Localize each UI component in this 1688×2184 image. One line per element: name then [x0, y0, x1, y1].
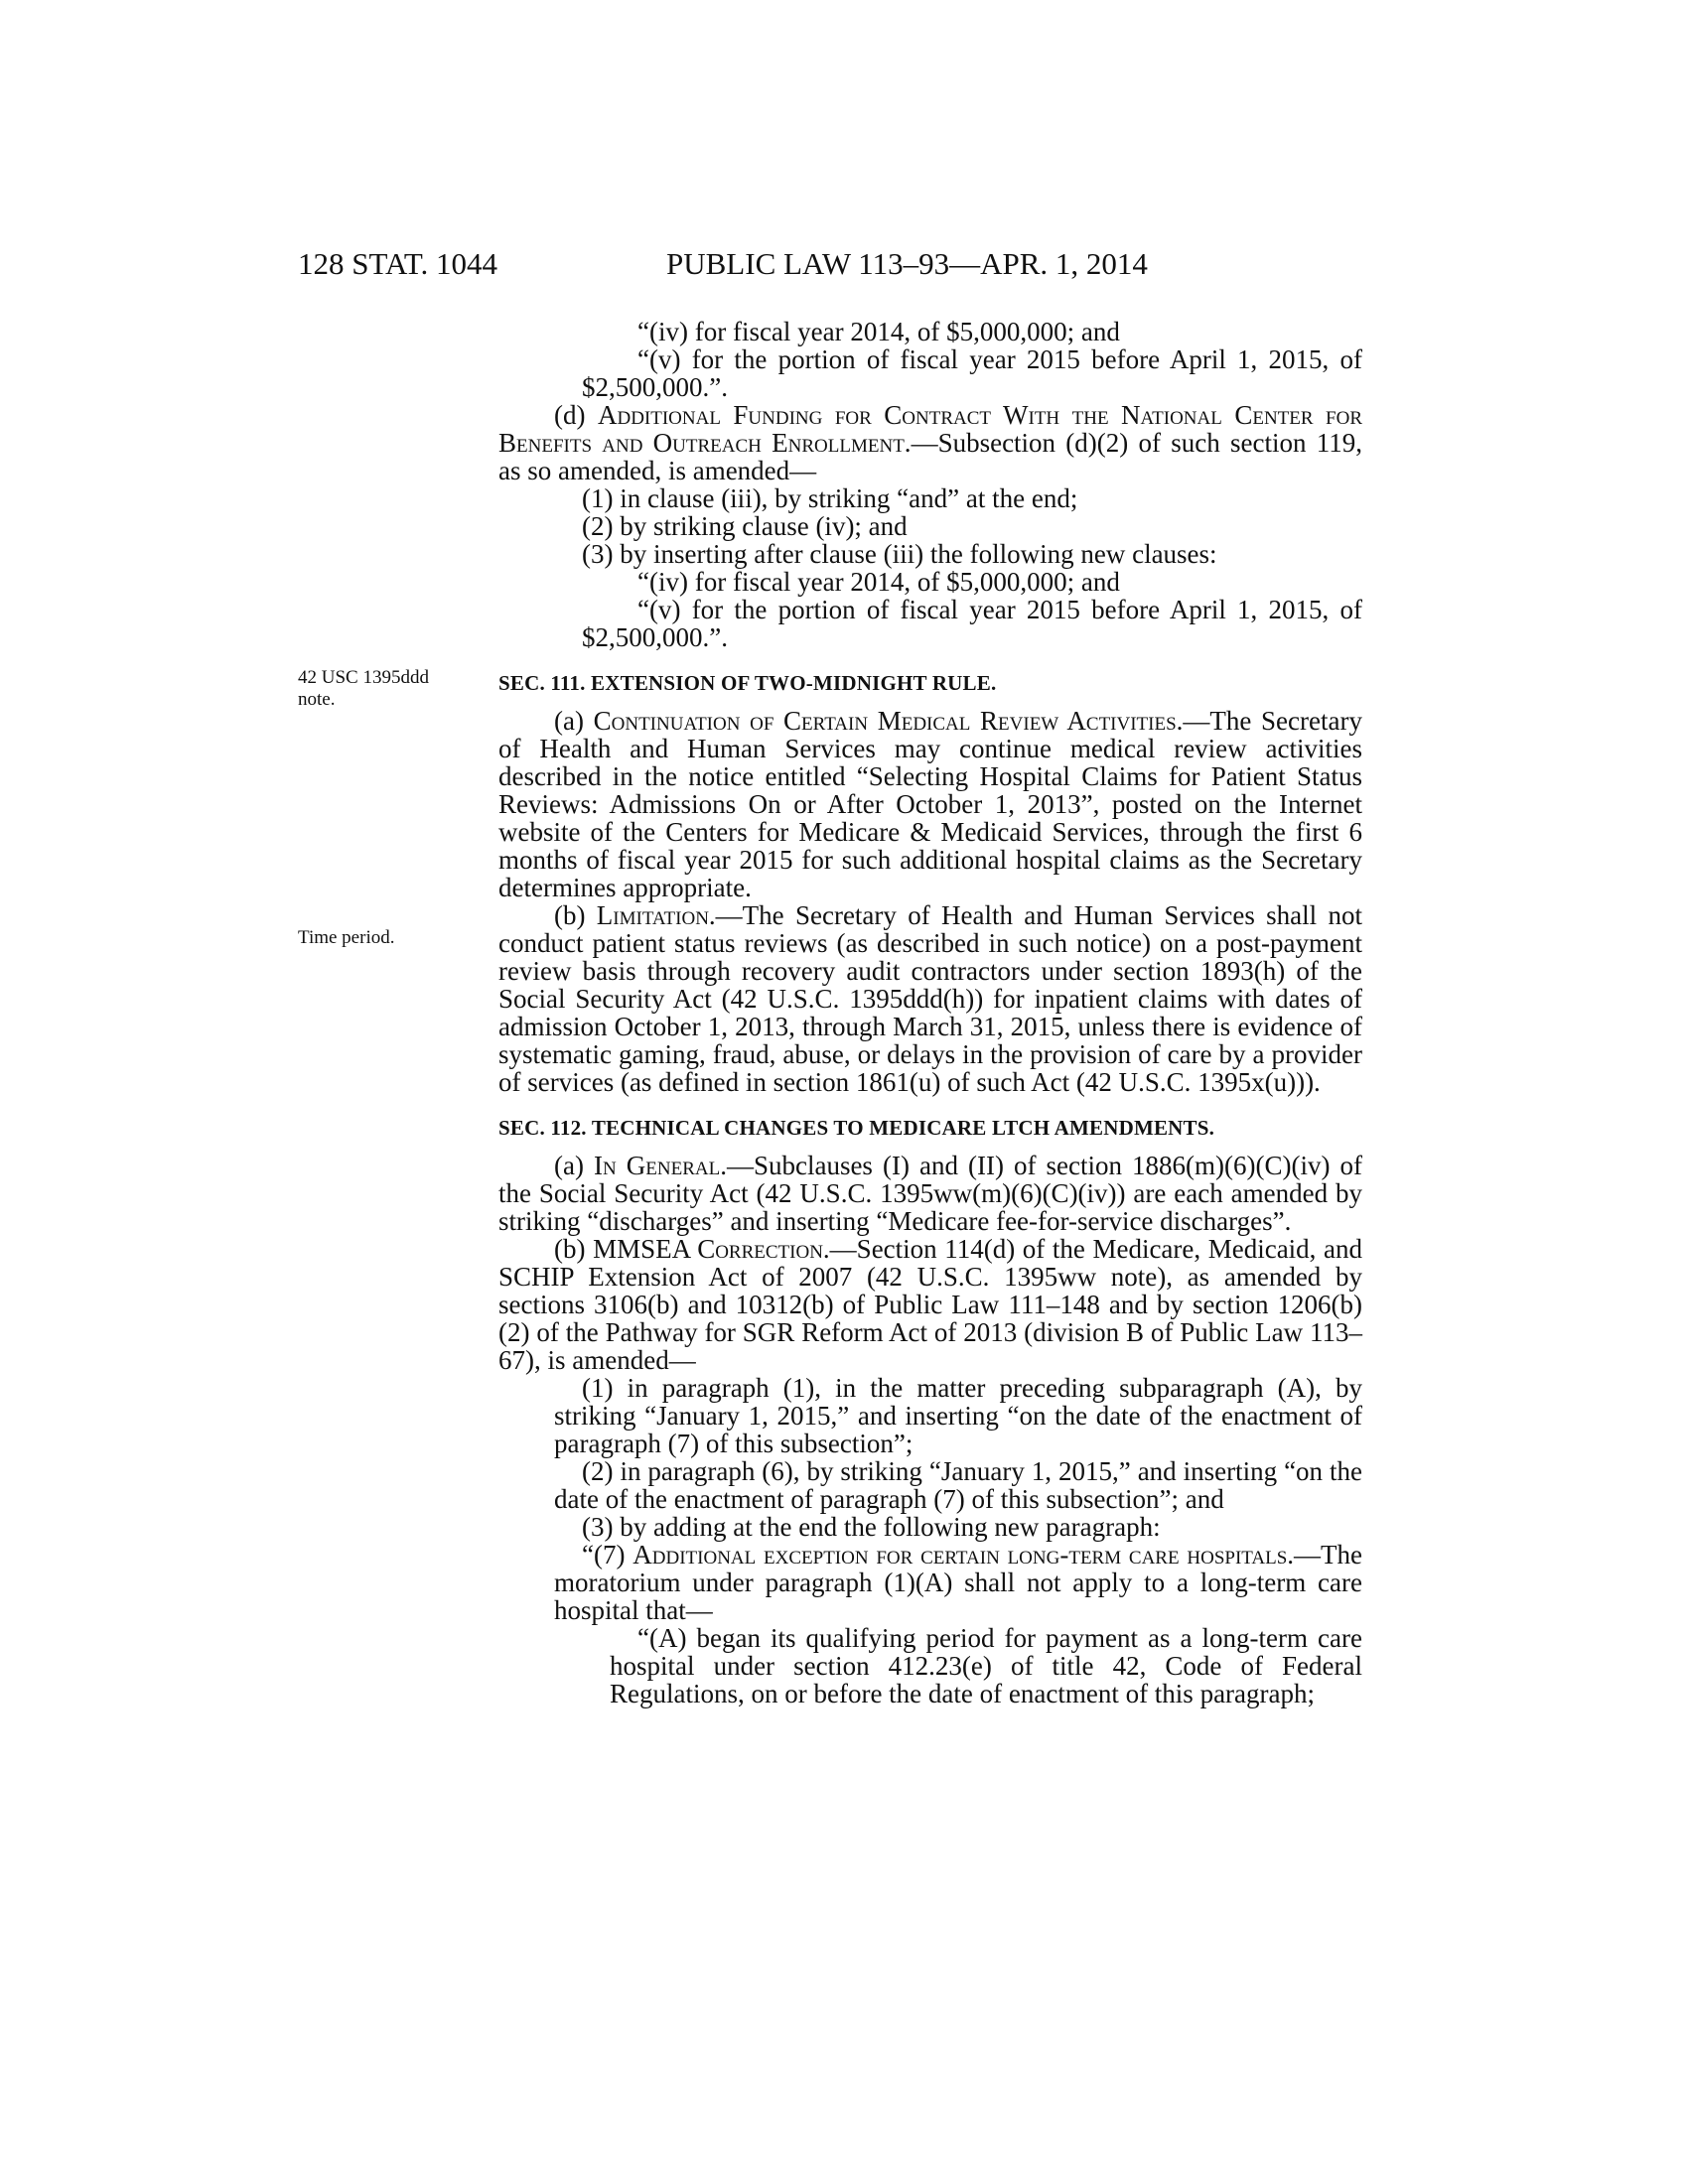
section-112-a-lead: (a)	[554, 1151, 595, 1180]
subsection-d-lead: (d)	[554, 400, 598, 430]
clause-iv-2014-first: “(iv) for fiscal year 2014, of $5,000,000; and	[637, 317, 1120, 346]
section-111-b	[498, 901, 1362, 1096]
statute-text	[498, 318, 1362, 1707]
section-111-b-lead: (b)	[554, 900, 597, 930]
running-head: PUBLIC LAW 113–93—APR. 1, 2014	[666, 246, 1148, 281]
paragraph-7-heading: Additional exception for certain long-term care hospitals.	[633, 1540, 1295, 1570]
margin-note-usc	[298, 667, 429, 711]
paragraph-1-strike-and: (1) in clause (iii), by striking “and” at the end;	[582, 483, 1078, 513]
section-111-b-heading: Limitation.	[596, 900, 716, 930]
section-112-a-body: —Subclauses (I) and (II) of section 1886(m)(6)(C)(iv) of the Social Security Act (42 U.S.C. 1395ww(m)(6)(C)(iv)) are each amended by striking “discharges” and inserting “Medicare fee-for-service discharges”.	[498, 1151, 1363, 1236]
margin-note-usc-line1: 42 USC 1395ddd	[298, 667, 429, 688]
section-112-b-body: —Section 114(d) of the Medicare, Medicaid, and SCHIP Extension Act of 2007 (42 U.S.C. 1395ww note), as amended by sections 3106(b) and 10312(b) of Public Law 111–148 and by section 1206(b)(2) of the Pathway for SGR Reform Act of 2013 (division B of Public Law 113–67), is amended—	[498, 1234, 1363, 1375]
section-111-a-lead: (a)	[554, 706, 594, 736]
section-112-b-2: (2) in paragraph (6), by striking “January 1, 2015,” and inserting “on the date of the enactment of paragraph (7) of this subsection”; and	[554, 1456, 1362, 1514]
section-112-heading: SEC. 112. TECHNICAL CHANGES TO MEDICARE LTCH AMENDMENTS.	[498, 1116, 1215, 1140]
section-112-b-1: (1) in paragraph (1), in the matter preceding subparagraph (A), by striking “January 1, 2015,” and inserting “on the date of the enactment of paragraph (7) of this subsection”;	[554, 1373, 1362, 1458]
section-111-b-body: —The Secretary of Health and Human Services shall not conduct patient status reviews (as described in such notice) on a post-payment review basis through recovery audit contractors under section 1893(h) of the Social Security Act (42 U.S.C. 1395ddd(h)) for inpatient claims with dates of admission October 1, 2013, through March 31, 2015, unless there is evidence of systematic gaming, fraud, abuse, or delays in the provision of care by a provider of services (as defined in section 1861(u) of such Act (42 U.S.C. 1395x(u))).	[498, 900, 1362, 1097]
margin-note-usc-line2: note.	[298, 689, 336, 710]
page-header	[0, 246, 1688, 290]
section-112-b-lead: (b) MMSEA	[554, 1234, 698, 1264]
clause-v-2015-first: “(v) for the portion of fiscal year 2015 before April 1, 2015, of $2,500,000.”.	[582, 344, 1362, 402]
paragraph-7-quoted	[498, 1541, 1362, 1624]
subsection-d	[498, 401, 1362, 484]
paragraph-7-body: —The moratorium under paragraph (1)(A) shall not apply to a long-term care hospital that—	[554, 1540, 1362, 1625]
section-111-a-heading: Continuation of Certain Medical Review Activities.	[593, 706, 1184, 736]
subsection-d-body: —Subsection (d)(2) of such section 119, as so amended, is amended—	[498, 428, 1362, 485]
section-112-b-3: (3) by adding at the end the following new paragraph:	[582, 1512, 1161, 1542]
section-111-a	[498, 707, 1362, 901]
paragraph-2-strike-clause: (2) by striking clause (iv); and	[582, 511, 908, 541]
margin-note-time-period: Time period.	[298, 927, 395, 948]
section-112-a-heading: In General.	[594, 1151, 727, 1180]
section-111-a-body: —The Secretary of Health and Human Services may continue medical review activities described in the notice entitled “Selecting Hospital Claims for Patient Status Reviews: Admissions On or After October 1, 2013”, posted on the Internet website of the Centers for Medicare & Medicaid Services, through the first 6 months of fiscal year 2015 for such additional hospital claims as the Secretary determines appropriate.	[498, 706, 1362, 902]
section-112-b	[498, 1235, 1362, 1374]
section-112-b-heading: Correction.	[697, 1234, 830, 1264]
statute-page-number: 128 STAT. 1044	[298, 246, 498, 281]
section-112-a	[498, 1152, 1362, 1235]
paragraph-3-insert-clauses: (3) by inserting after clause (iii) the following new clauses:	[582, 539, 1217, 569]
paragraph-7-lead: “(7)	[582, 1540, 633, 1570]
subsection-d-heading: Additional Funding for Contract With the National Center for Benefits and Outreach Enrollment.	[498, 400, 1362, 458]
clause-v-2015-second: “(v) for the portion of fiscal year 2015 before April 1, 2015, of $2,500,000.”.	[582, 595, 1362, 652]
section-111-heading: SEC. 111. EXTENSION OF TWO-MIDNIGHT RULE.	[498, 671, 997, 695]
subparagraph-A: “(A) began its qualifying period for payment as a long-term care hospital under section 412.23(e) of title 42, Code of Federal Regulations, on or before the date of enactment of this paragraph;	[610, 1623, 1362, 1708]
clause-iv-2014-second: “(iv) for fiscal year 2014, of $5,000,000; and	[637, 567, 1120, 597]
